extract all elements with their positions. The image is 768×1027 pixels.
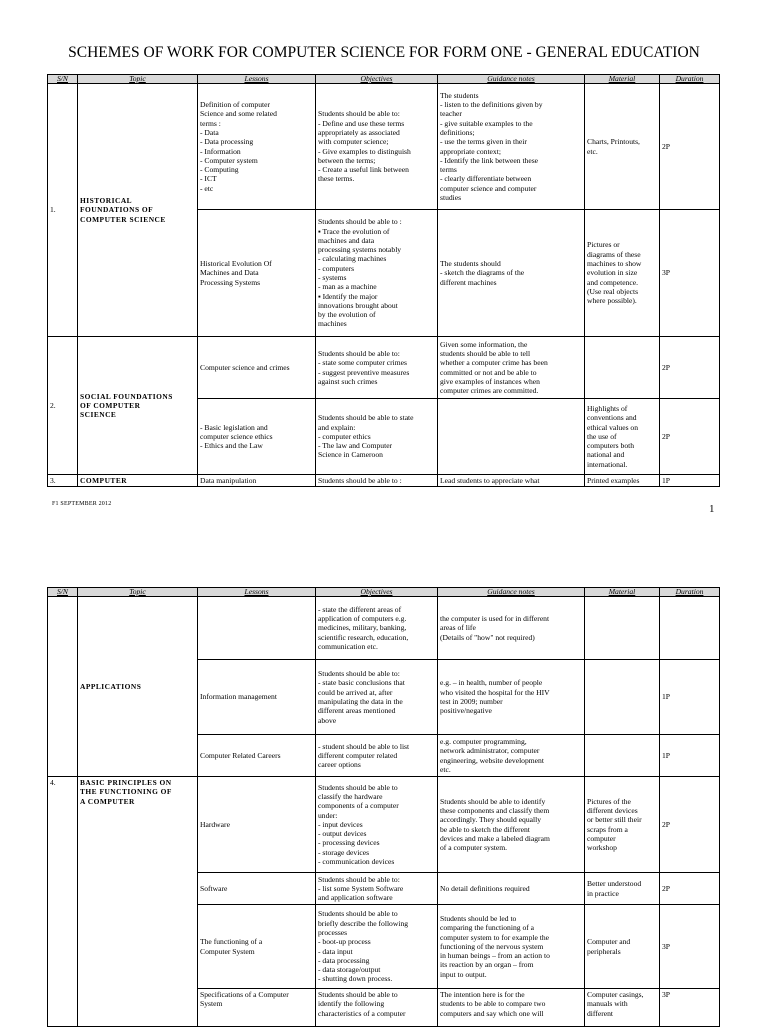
objectives-cell: - student should be able to list different computer related career options [316, 735, 438, 777]
objectives-cell: Students should be able to: - list some System Software and application software [316, 873, 438, 905]
header-lessons: Lessons [198, 75, 316, 84]
lesson-cell: - Basic legislation and computer science ethics - Ethics and the Law [198, 399, 316, 475]
duration-cell: 3P [660, 989, 720, 1027]
duration-cell: 3P [660, 905, 720, 989]
duration-cell [660, 597, 720, 660]
guidance-cell: Lead students to appreciate what [438, 475, 585, 487]
duration-cell: 1P [660, 475, 720, 487]
material-cell [585, 735, 660, 777]
page-number: 1 [709, 503, 715, 515]
material-cell: Better understood in practice [585, 873, 660, 905]
header-lessons: Lessons [198, 588, 316, 597]
material-cell: Pictures or diagrams of these machines to show evolution in size and competence. (Use real objects where possible). [585, 210, 660, 337]
objectives-cell: Students should be able to: - state some computer crimes - suggest preventive measures against such crimes [316, 337, 438, 399]
lesson-cell: Specifications of a Computer System [198, 989, 316, 1027]
header-material: Material [585, 588, 660, 597]
lesson-cell: Hardware [198, 777, 316, 873]
scheme-table-page-1 [47, 74, 720, 487]
guidance-cell: The intention here is for the students to be able to compare two computers and say which one will [438, 989, 585, 1027]
table-row [48, 475, 720, 487]
header-sn: S/N [48, 75, 78, 84]
guidance-cell: No detail definitions required [438, 873, 585, 905]
lesson-cell: Data manipulation [198, 475, 316, 487]
lesson-cell: Software [198, 873, 316, 905]
lesson-cell: Information management [198, 660, 316, 735]
objectives-cell: Students should be able to: - Define and use these terms appropriately as associated with computer science; - Give examples to distinguish between the terms; - Create a useful link between these terms. [316, 84, 438, 210]
table-row [48, 84, 720, 210]
header-objectives: Objectives [316, 75, 438, 84]
lesson-cell: Computer Related Careers [198, 735, 316, 777]
header-guidance-notes: Guidance notes [438, 75, 585, 84]
header-material: Material [585, 75, 660, 84]
guidance-cell: Given some information, the students should be able to tell whether a computer crime has been committed or not and be able to give examples of instances when computer crimes are committed. [438, 337, 585, 399]
sn-cell: 3. [48, 475, 78, 487]
objectives-cell: Students should be able to: - state basic conclusions that could be arrived at, after manipulating the data in the different areas mentioned above [316, 660, 438, 735]
sn-cell [48, 597, 78, 777]
duration-cell: 1P [660, 660, 720, 735]
material-cell: Printed examples [585, 475, 660, 487]
duration-cell: 2P [660, 777, 720, 873]
sn-cell: 1. [48, 84, 78, 337]
header-topic: Topic [78, 588, 198, 597]
topic-cell: HISTORICAL FOUNDATIONS OF COMPUTER SCIENCE [78, 84, 198, 337]
objectives-cell: Students should be able to : [316, 475, 438, 487]
guidance-cell: e.g. – in health, number of people who visited the hospital for the HIV test in 2009; number positive/negative [438, 660, 585, 735]
duration-cell: 1P [660, 735, 720, 777]
duration-cell: 3P [660, 210, 720, 337]
sn-cell: 4. [48, 777, 78, 1027]
duration-cell: 2P [660, 399, 720, 475]
lesson-cell: The functioning of a Computer System [198, 905, 316, 989]
lesson-cell: Computer science and crimes [198, 337, 316, 399]
header-guidance-notes: Guidance notes [438, 588, 585, 597]
lesson-cell [198, 597, 316, 660]
table-row [48, 597, 720, 660]
header-row [48, 75, 720, 84]
material-cell: Computer casings, manuals with different [585, 989, 660, 1027]
objectives-cell: - state the different areas of application of computers e.g. medicines, military, banking, scientific research, education, communication etc. [316, 597, 438, 660]
objectives-cell: Students should be able to : ▪ Trace the evolution of machines and data processing systems notably - calculating machines - computers - systems - man as a machine ▪ Identify the major innovations brought about by the evolution of machines [316, 210, 438, 337]
topic-cell: BASIC PRINCIPLES ON THE FUNCTIONING OF A COMPUTER [78, 777, 198, 1027]
guidance-cell: Students should be able to identify these components and classify them accordingly. They should equally be able to sketch the different devices and make a labeled diagram of a computer system. [438, 777, 585, 873]
topic-cell: COMPUTER [78, 475, 198, 487]
guidance-cell: Students should be led to comparing the functioning of a computer system to for example the functioning of the nervous system in human beings – from an action to its reaction by an organ – from input to output. [438, 905, 585, 989]
topic-cell: SOCIAL FOUNDATIONS OF COMPUTER SCIENCE [78, 337, 198, 475]
header-duration: Duration [660, 75, 720, 84]
material-cell [585, 597, 660, 660]
header-sn: S/N [48, 588, 78, 597]
duration-cell: 2P [660, 337, 720, 399]
scheme-table-page-2 [47, 587, 720, 1027]
objectives-cell: Students should be able to state and explain: - computer ethics - The law and Computer Science in Cameroon [316, 399, 438, 475]
document-title: SCHEMES OF WORK FOR COMPUTER SCIENCE FOR FORM ONE - GENERAL EDUCATION [68, 44, 700, 61]
header-objectives: Objectives [316, 588, 438, 597]
material-cell: Charts, Printouts, etc. [585, 84, 660, 210]
topic-cell: APPLICATIONS [78, 597, 198, 777]
material-cell: Computer and peripherals [585, 905, 660, 989]
lesson-cell: Historical Evolution Of Machines and Data Processing Systems [198, 210, 316, 337]
guidance-cell: The students - listen to the definitions given by teacher - give suitable examples to the definitions; - use the terms given in their appropriate context; - Identify the link between these terms - clearly differentiate between computer science and computer studies [438, 84, 585, 210]
footer-date: F1 SEPTEMBER 2012 [52, 501, 112, 507]
objectives-cell: Students should be able to classify the hardware components of a computer under: - input devices - output devices - processing devices - storage devices - communication devices [316, 777, 438, 873]
material-cell [585, 660, 660, 735]
table-row [48, 777, 720, 873]
page-gap [0, 528, 768, 583]
objectives-cell: Students should be able to briefly describe the following processes - boot-up process - data input - data processing - data storage/output - shutting down process. [316, 905, 438, 989]
header-row [48, 588, 720, 597]
table-row [48, 337, 720, 399]
duration-cell: 2P [660, 873, 720, 905]
guidance-cell: the computer is used for in different areas of life (Details of "how" not required) [438, 597, 585, 660]
guidance-cell: The students should - sketch the diagrams of the different machines [438, 210, 585, 337]
duration-cell: 2P [660, 84, 720, 210]
lesson-cell: Definition of computer Science and some related terms : - Data - Data processing - Information - Computer system - Computing - ICT - etc [198, 84, 316, 210]
material-cell: Pictures of the different devices or better still their scraps from a computer workshop [585, 777, 660, 873]
guidance-cell [438, 399, 585, 475]
material-cell: Highlights of conventions and ethical values on the use of computers both national and international. [585, 399, 660, 475]
sn-cell: 2. [48, 337, 78, 475]
objectives-cell: Students should be able to identify the following characteristics of a computer [316, 989, 438, 1027]
guidance-cell: e.g. computer programming, network administrator, computer engineering, website development etc. [438, 735, 585, 777]
header-duration: Duration [660, 588, 720, 597]
material-cell [585, 337, 660, 399]
header-topic: Topic [78, 75, 198, 84]
